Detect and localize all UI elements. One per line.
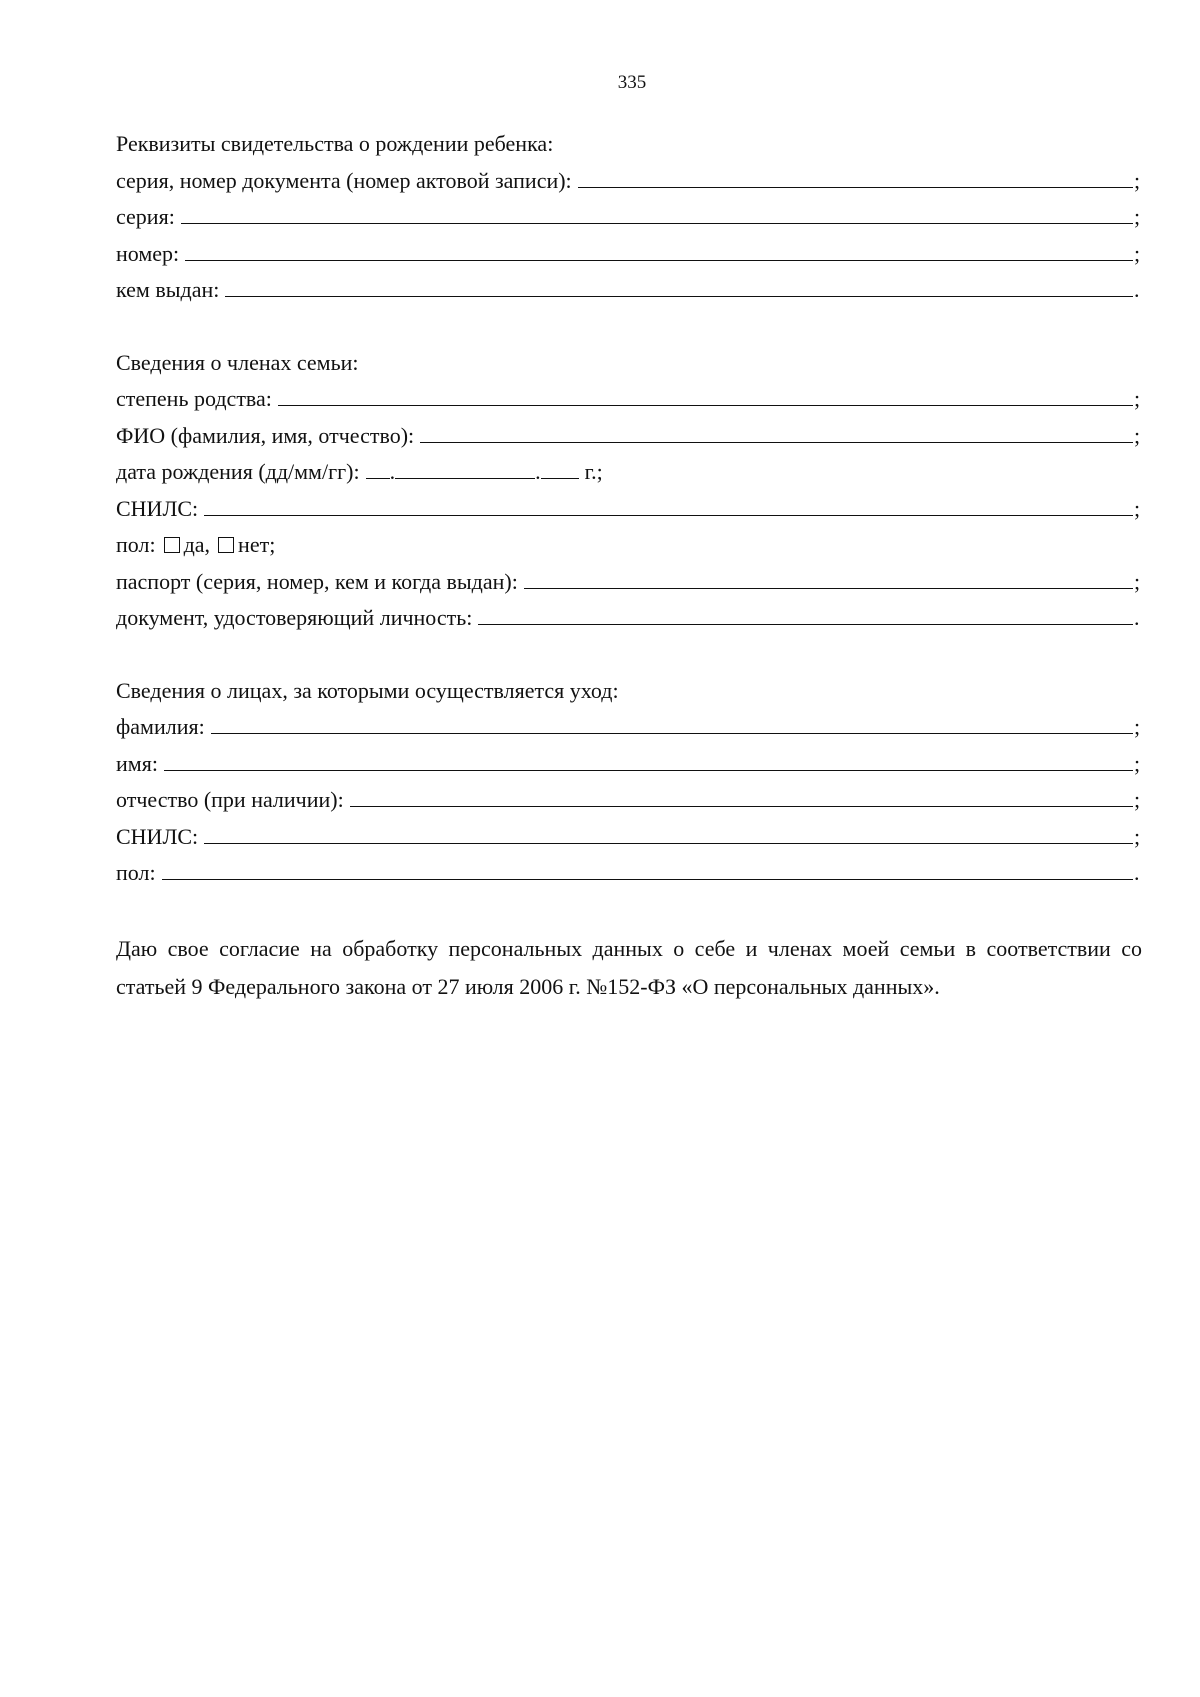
- form-content: [116, 126, 1142, 1006]
- birth-cert-series-row: [116, 199, 1142, 236]
- family-fio-row: [116, 418, 1142, 455]
- birth-month-field[interactable]: [395, 455, 535, 479]
- field-label: дата рождения (дд/мм/гг):: [116, 459, 360, 484]
- line-end-punct: .: [1134, 277, 1140, 302]
- family-birth-date-row: [116, 454, 1142, 491]
- family-relation-field[interactable]: [278, 382, 1133, 406]
- birth-year-field[interactable]: [541, 455, 579, 479]
- field-label: пол:: [116, 860, 156, 885]
- field-label: документ, удостоверяющий личность:: [116, 605, 473, 630]
- line-end-punct: .: [1134, 860, 1140, 885]
- family-passport-row: [116, 564, 1142, 601]
- line-end-punct: ;: [1134, 240, 1141, 266]
- field-label: номер:: [116, 240, 180, 266]
- birth-cert-number-row: [116, 236, 1142, 273]
- care-patronymic-field[interactable]: [350, 783, 1133, 807]
- field-label: СНИЛС:: [116, 823, 199, 849]
- birth-cert-series-number-field[interactable]: [578, 164, 1133, 188]
- care-surname-field[interactable]: [211, 710, 1133, 734]
- checkbox-label-no: нет;: [238, 532, 276, 557]
- field-label: серия:: [116, 204, 175, 229]
- birth-cert-number-field[interactable]: [185, 237, 1133, 261]
- family-snils-row: [116, 491, 1142, 528]
- field-label: степень родства:: [116, 386, 272, 411]
- section-heading: Реквизиты свидетельства о рождении ребенка:: [116, 131, 554, 156]
- care-name-row: [116, 746, 1142, 783]
- field-label: кем выдан:: [116, 277, 220, 302]
- field-label: отчество (при наличии):: [116, 787, 344, 812]
- care-snils-row: [116, 819, 1142, 856]
- line-end-punct: .: [1134, 605, 1140, 630]
- care-heading: [116, 673, 1142, 710]
- date-suffix: г.;: [584, 459, 603, 484]
- care-patronymic-row: [116, 782, 1142, 819]
- line-end-punct: ;: [1134, 386, 1141, 411]
- family-snils-field[interactable]: [204, 492, 1133, 516]
- birth-cert-series-field[interactable]: [181, 200, 1133, 224]
- birth-day-field[interactable]: [366, 455, 390, 479]
- family-heading: [116, 345, 1142, 382]
- birth-cert-heading: [116, 126, 1142, 163]
- field-label: серия, номер документа (номер актовой записи):: [116, 167, 572, 193]
- line-end-punct: ;: [1134, 750, 1141, 776]
- family-fio-field[interactable]: [420, 419, 1133, 443]
- care-name-field[interactable]: [164, 747, 1133, 771]
- care-sex-row: [116, 855, 1142, 892]
- section-heading: Сведения о членах семьи:: [116, 349, 359, 375]
- line-end-punct: ;: [1134, 787, 1141, 812]
- care-sex-field[interactable]: [162, 856, 1133, 880]
- birth-cert-issued-by-field[interactable]: [225, 273, 1133, 297]
- family-passport-field[interactable]: [524, 565, 1133, 589]
- section-heading: Сведения о лицах, за которыми осуществляется уход:: [116, 677, 619, 703]
- family-sex-row: [116, 527, 1142, 564]
- field-label: ФИО (фамилия, имя, отчество):: [116, 422, 415, 448]
- family-id-doc-field[interactable]: [478, 601, 1133, 625]
- line-end-punct: ;: [1134, 568, 1141, 594]
- field-label: паспорт (серия, номер, кем и когда выдан):: [116, 568, 518, 594]
- birth-cert-series-number-row: [116, 163, 1142, 200]
- care-surname-row: [116, 709, 1142, 746]
- line-end-punct: ;: [1134, 422, 1141, 448]
- checkbox-label-yes: да,: [183, 532, 211, 557]
- page-number: 335: [617, 72, 647, 93]
- field-label: СНИЛС:: [116, 495, 199, 521]
- line-end-punct: ;: [1134, 204, 1141, 229]
- sex-yes-checkbox[interactable]: [164, 537, 180, 553]
- field-label: фамилия:: [116, 714, 205, 739]
- section-gap: [116, 892, 1142, 930]
- line-end-punct: ;: [1134, 714, 1141, 739]
- birth-cert-issued-by-row: [116, 272, 1142, 309]
- family-relation-row: [116, 381, 1142, 418]
- line-end-punct: ;: [1134, 495, 1141, 521]
- family-id-doc-row: [116, 600, 1142, 637]
- line-end-punct: ;: [1134, 823, 1141, 849]
- sex-no-checkbox[interactable]: [218, 537, 234, 553]
- date-separator: .: [389, 459, 396, 484]
- date-separator: .: [535, 459, 541, 484]
- consent-paragraph: Даю свое согласие на обработку персональных данных о себе и членах моей семьи в соответствии со статьей 9 Федерального закона от 27 июля 2006 г. №152-ФЗ «О персональных данных».: [116, 935, 1142, 999]
- field-label: имя:: [116, 750, 158, 776]
- section-gap: [116, 637, 1142, 673]
- field-label: пол:: [116, 532, 156, 557]
- care-snils-field[interactable]: [204, 820, 1133, 844]
- line-end-punct: ;: [1134, 167, 1141, 193]
- section-gap: [116, 309, 1142, 345]
